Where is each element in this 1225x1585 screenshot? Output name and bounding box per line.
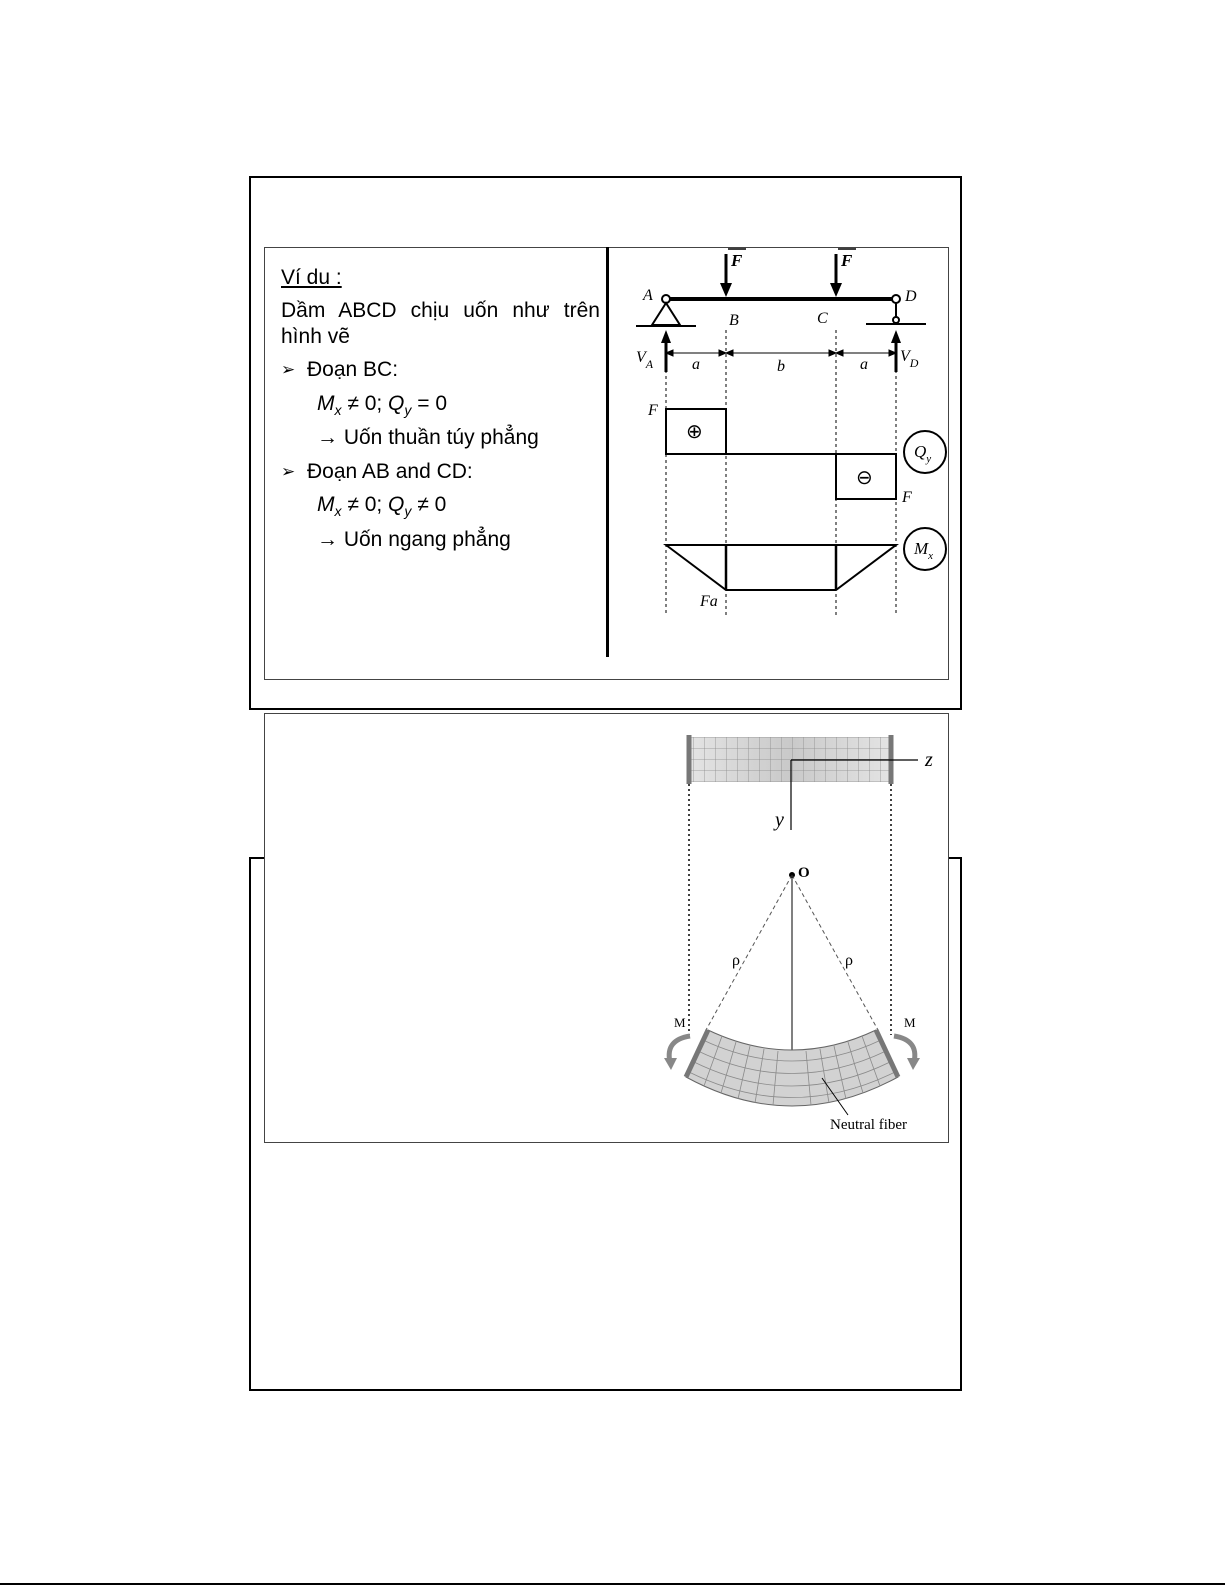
reaction-arrowhead-d [891,330,901,343]
point-label-a: A [643,287,653,304]
radius-right [792,875,878,1030]
shear-plus-sign: ⊕ [686,421,703,443]
reaction-arrowhead-a [661,330,671,343]
moment-label-right: M [904,1015,916,1030]
moment-arrowhead-left [664,1058,677,1070]
mx-subscript: x [334,503,342,520]
dimension-b: b [777,358,785,375]
condition-part: ≠ 0; [341,493,389,516]
shear-value-top: F [648,402,658,419]
support-a [652,303,680,325]
segment-bc-condition [317,391,447,423]
segment-ab-cd-condition [317,492,446,524]
load-arrowhead-c [830,283,842,297]
reaction-label-d: $V_D$ [900,348,919,370]
point-label-c: C [817,310,828,327]
condition-part: ≠ 0; [341,392,389,415]
dimension-a-left: a [692,356,700,373]
shear-diagram-label: $Q_y$ [914,442,932,465]
bending-figure [648,718,943,1142]
bullet-marker: ➢ [281,462,296,481]
segment-bc-label: Đoạn BC: [307,358,399,381]
segment-ab-cd-result: → Uốn ngang phẳng [317,528,511,551]
mx-symbol: M [317,392,335,415]
qy-subscript: y [404,402,412,419]
segment-bc-result: → Uốn thuần túy phẳng [317,426,539,449]
radius-label-left: ρ [732,952,740,969]
condition-part: ≠ 0 [411,493,447,516]
y-axis-label: y [775,809,784,831]
mx-subscript: x [334,402,342,419]
radius-label-right: ρ [845,952,853,969]
beam-diagram [612,248,948,628]
reaction-label-a: $V_A$ [636,349,654,371]
support-d-pin [893,317,899,323]
segment-ab-cd-label: Đoạn AB and CD: [307,460,473,483]
point-label-b: B [729,312,739,329]
example-intro-line2: hình vẽ [281,325,350,348]
qy-subscript: y [404,503,412,520]
slide-1-divider [606,247,609,657]
moment-area [666,545,896,590]
example-title: Ví du : [281,266,342,289]
moment-value: Fa [700,593,718,610]
force-label-c: F [841,251,853,270]
load-arrowhead-b [720,283,732,297]
hinge-d [892,295,900,303]
qy-symbol: Q [388,392,405,415]
shear-minus-sign: ⊖ [856,467,873,489]
qy-symbol: Q [388,493,405,516]
neutral-fiber-label: Neutral fiber [830,1117,908,1133]
z-axis-label: z [925,749,933,771]
bullet-marker: ➢ [281,360,296,379]
center-label: O [798,865,810,881]
moment-diagram-label: $M_x$ [914,539,934,562]
shear-value-bottom: F [902,489,912,506]
moment-arrowhead-right [907,1058,920,1070]
radius-left [706,875,792,1030]
condition-part: = 0 [411,392,448,415]
example-intro: Dầm ABCD chịu uốn như trên [281,299,600,322]
mx-symbol: M [317,493,335,516]
point-label-d: D [905,288,917,305]
dimension-a-right: a [860,356,868,373]
force-label-b: F [731,251,743,270]
moment-label-left: M [674,1015,686,1030]
